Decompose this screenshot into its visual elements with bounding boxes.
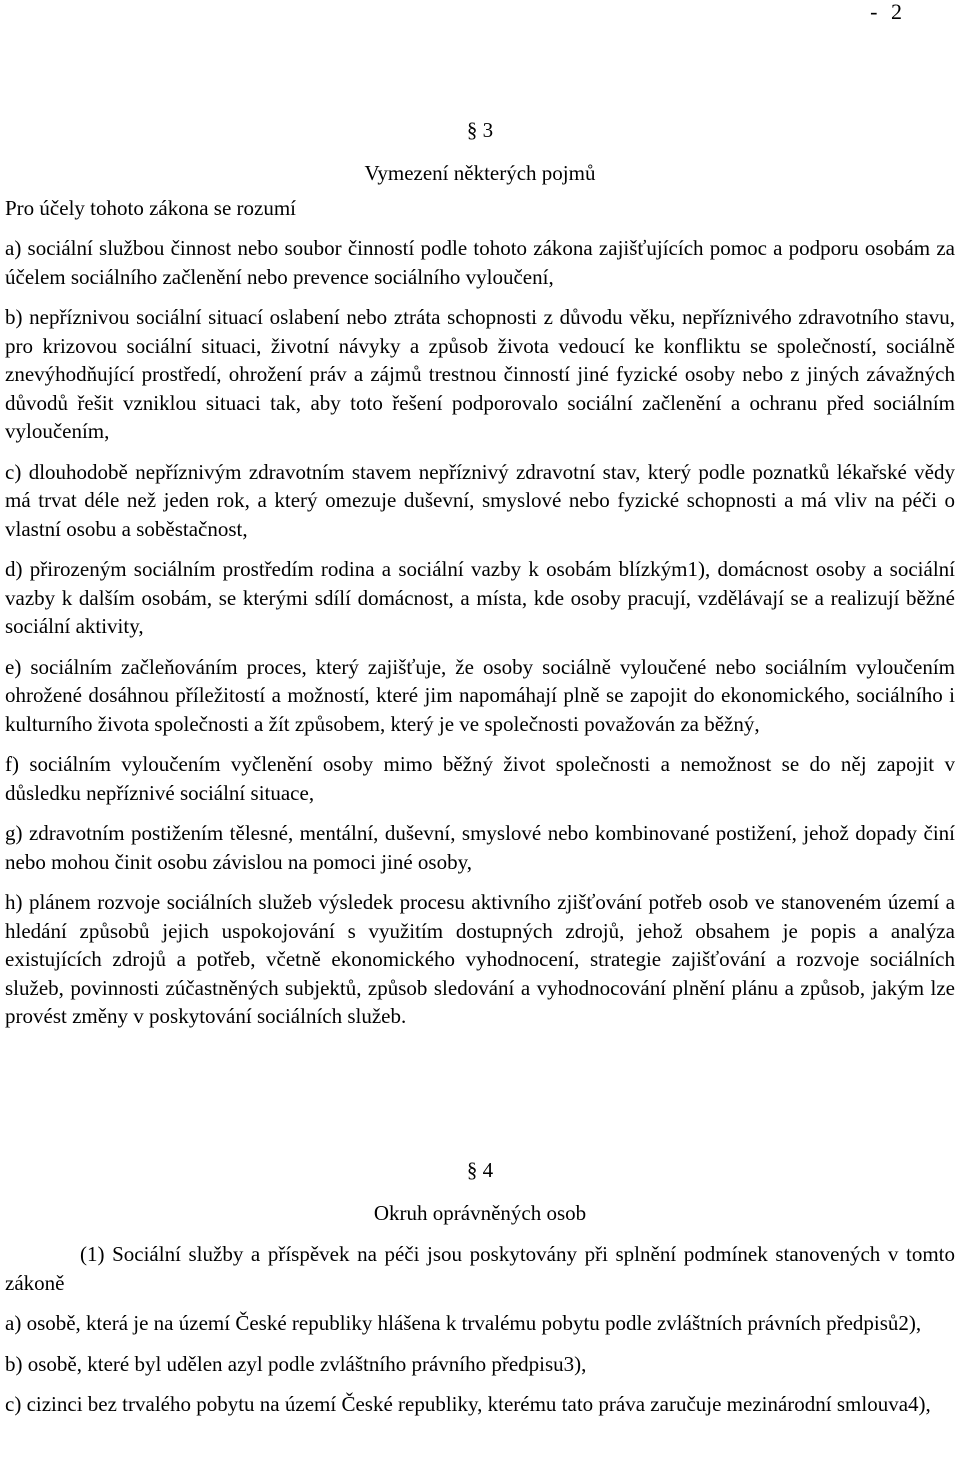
definitions-list [5,234,955,1043]
section-intro: (1) Sociální služby a příspěvek na péči jsou poskytovány při splnění podmínek stanovených v tomto zákoně [5,1242,955,1295]
list-item: g) zdravotním postižením tělesné, mentální, duševní, smyslové nebo kombinované postižení, jehož dopady činí nebo mohou činit osobu závislou na pomoci jiné osoby, [5,821,955,874]
section-3-heading [0,116,960,187]
section-intro: Pro účely tohoto zákona se rozumí [5,196,297,220]
eligible-persons-list [5,1240,955,1431]
list-item: c) dlouhodobě nepříznivým zdravotním stavem nepříznivý zdravotní stav, který podle poznatků lékařské vědy má trvat déle než jeden rok, a který omezuje duševní, smyslové nebo fyzické schopnosti a má vliv na péči o vlastní osobu a soběstačnost, [5,459,955,541]
list-item: h) plánem rozvoje sociálních služeb výsledek procesu aktivního zjišťování potřeb osob ve stanoveném území a hledání způsobů jejich uspokojování s využitím dostupných zdrojů, jehož obsahem je popis a analýza existujících zdrojů a potřeb, včetně ekonomického vyhodnocení, strategie zajišťování a rozvoje sociálních služeb, povinnosti zúčastněných subjektů, způsob sledování a vyhodnocování plnění plánu a způsob, jakým lze provést změny v poskytování sociálních služeb. [5,890,955,1028]
section-4-heading [0,1156,960,1227]
list-item: e) sociálním začleňováním proces, který zajišťuje, že osoby sociálně vyloučené nebo sociálním vyloučením ohrožené dosáhnou příležitostí a možností, které jim napomáhají plně se zapojit do ekonomického, sociálního i kulturního života společnosti a žít způsobem, který je ve společnosti považován za běžný, [5,654,955,736]
list-item: c) cizinci bez trvalého pobytu na území České republiky, kterému tato práva zaručuje mezinárodní smlouva4), [5,1392,931,1416]
list-item: a) sociální službou činnost nebo soubor činností podle tohoto zákona zajišťujících pomoc a podporu osobám za účelem sociálního začlenění nebo prevence sociálního vyloučení, [5,236,955,289]
section-title: Okruh oprávněných osob [373,1200,587,1225]
page-number: - 2 [870,0,906,24]
list-item: a) osobě, která je na území České republiky hlášena k trvalému pobytu podle zvláštních právních předpisů2), [5,1311,922,1335]
section-number: § 3 [466,118,494,142]
list-item: d) přirozeným sociálním prostředím rodina a sociální vazby k osobám blízkým1), domácnost osoby a sociální vazby k dalším osobám, se kterými sdílí domácnost, a místa, kde osoby pracují, vzdělávají se a realizují běžné sociální aktivity, [5,557,955,638]
list-item: b) nepříznivou sociální situací oslabení nebo ztráta schopnosti z důvodu věku, nepříznivého zdravotního stavu, pro krizovou sociální situaci, životní návyky a způsob života vedoucí ke konfliktu se společností, sociálně znevýhodňující prostředí, ohrožení práv a zájmů trestnou činností jiné fyzické osoby nebo z jiných závažných důvodů řešit vzniklou situaci tak, aby toto řešení podporovalo sociální začlenění a ochranu před sociálním vyloučením, [5,305,955,443]
list-item: f) sociálním vyloučením vyčlenění osoby mimo běžný život společnosti a nemožnost se do něj zapojit v důsledku nepříznivé sociální situace, [5,752,955,805]
section-3-intro-block [5,194,955,223]
list-item: b) osobě, které byl udělen azyl podle zvláštního právního předpisu3), [5,1351,587,1376]
section-title: Vymezení některých pojmů [364,160,596,185]
section-number: § 4 [466,1158,494,1182]
